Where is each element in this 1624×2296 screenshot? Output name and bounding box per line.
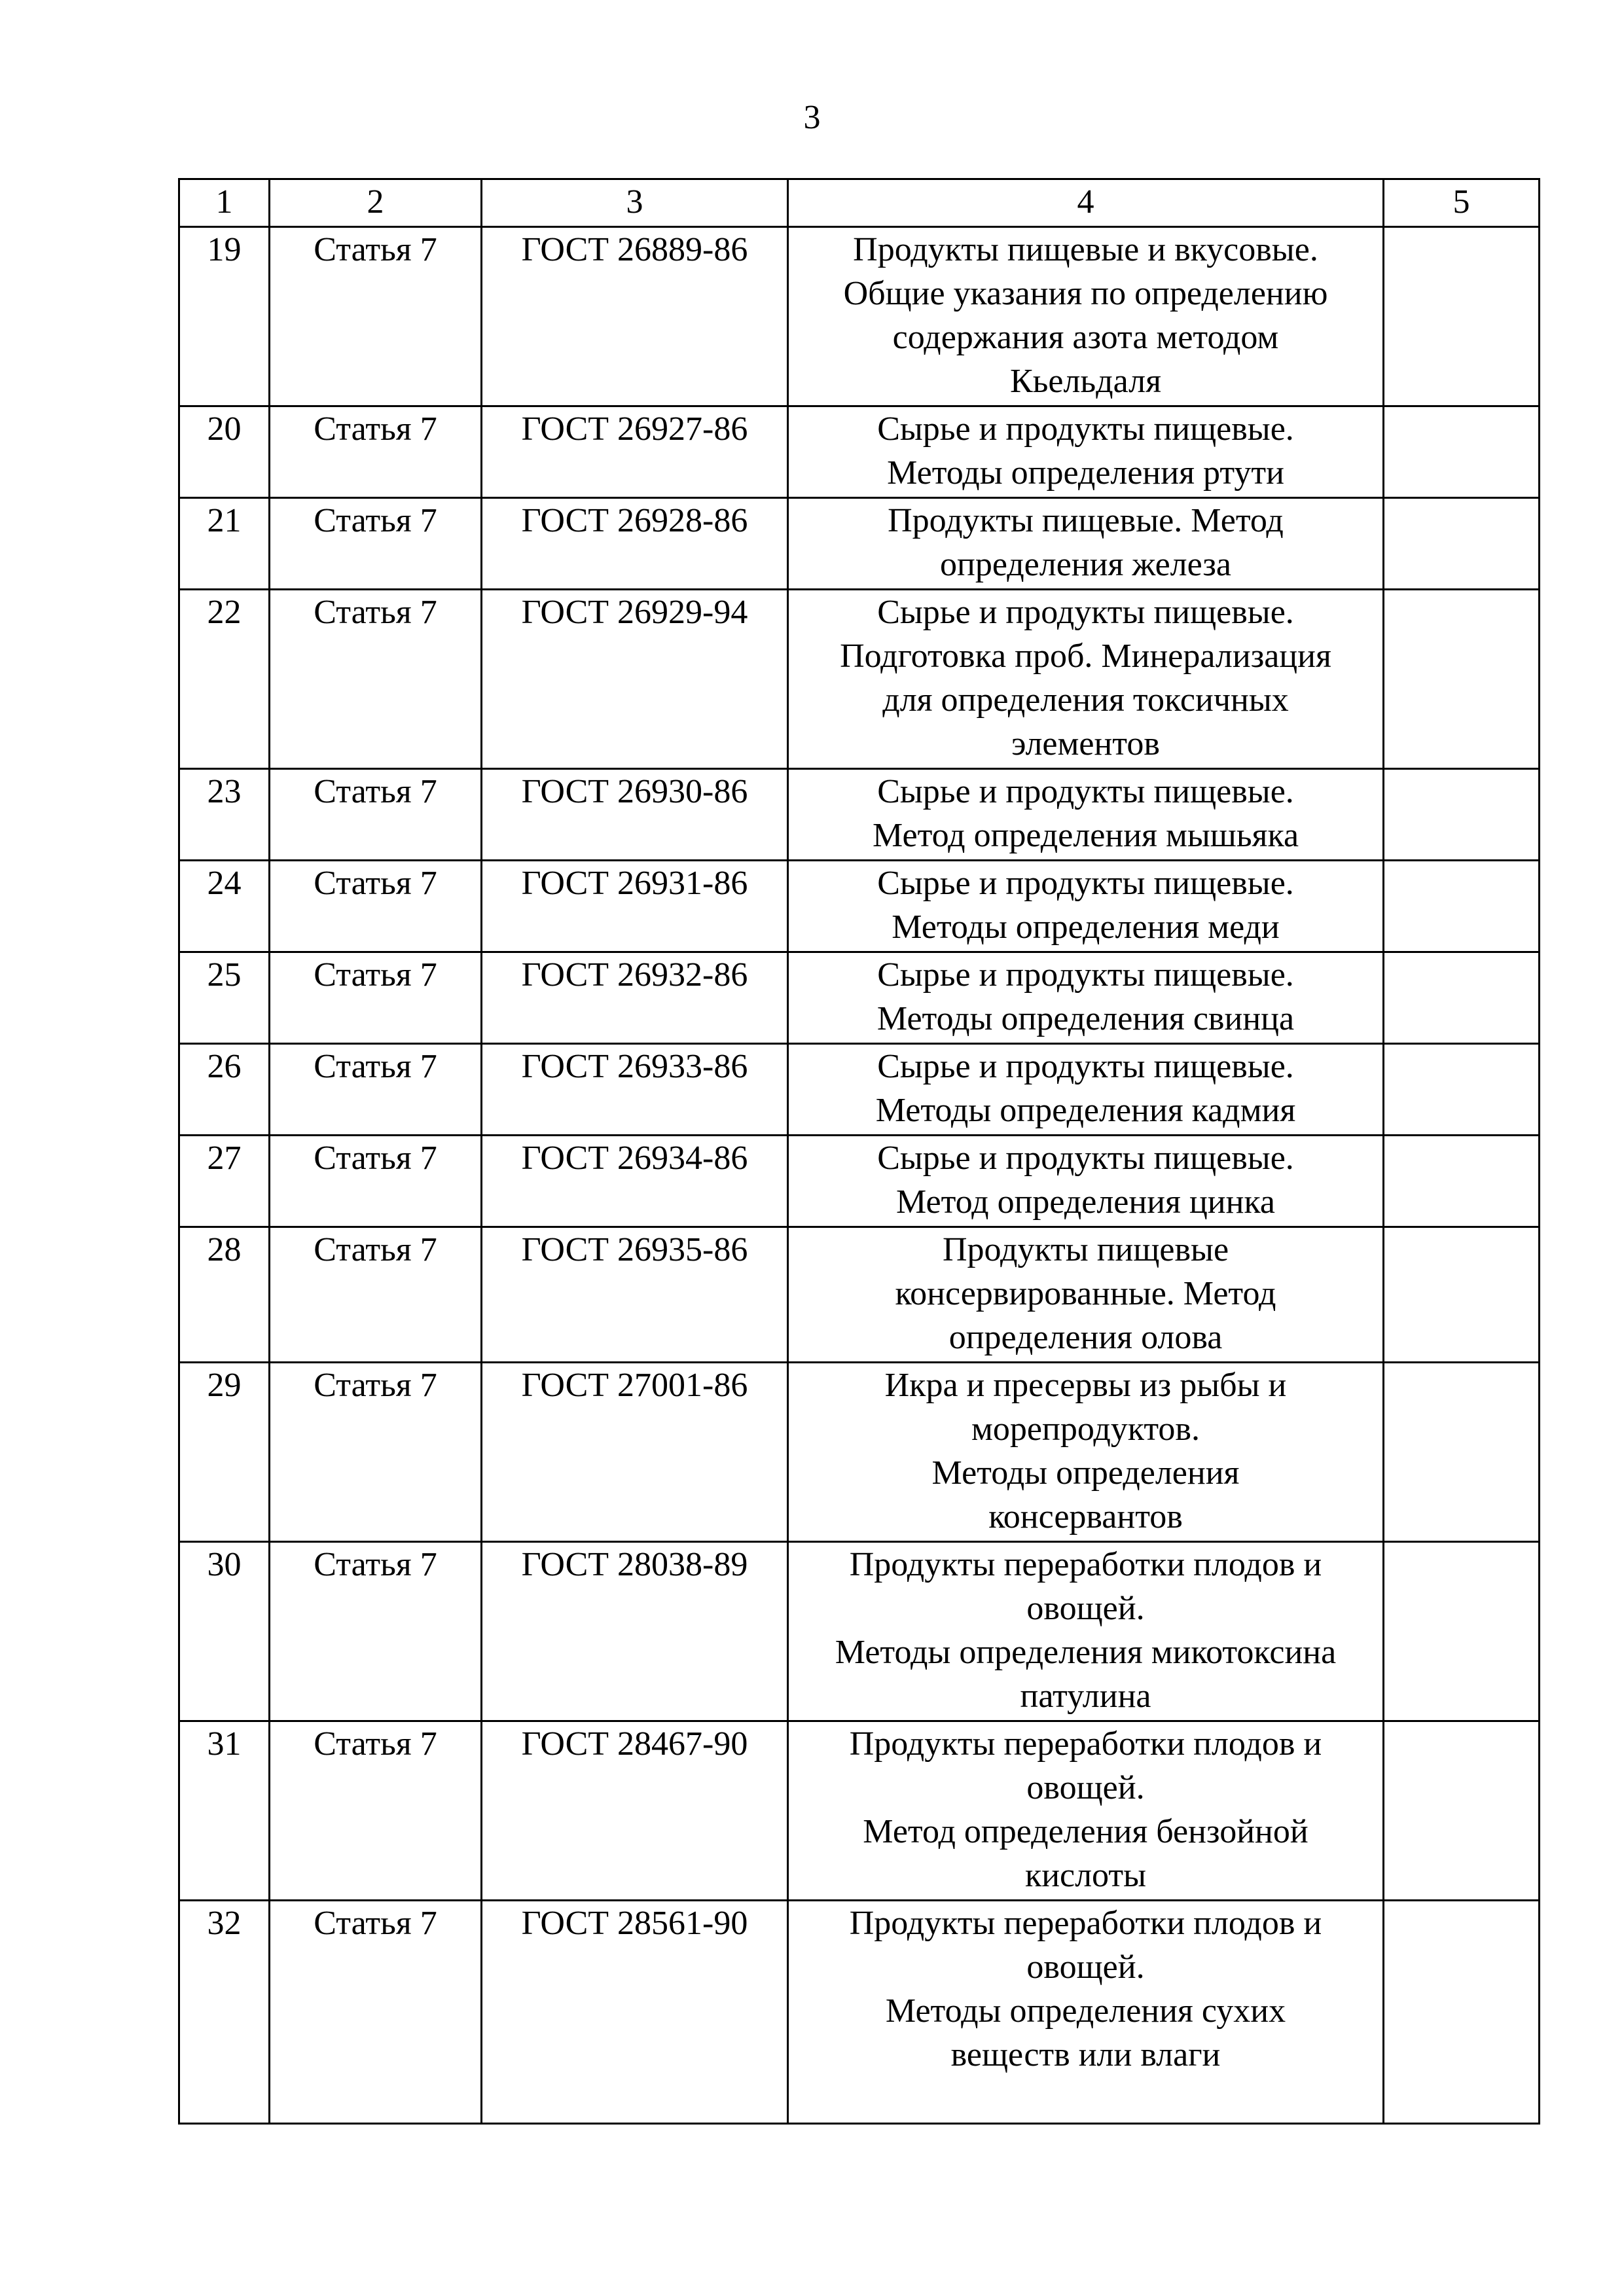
row-number: 31 [179, 1721, 270, 1901]
row-note [1384, 1901, 1540, 2124]
row-article: Статья 7 [270, 1901, 482, 2124]
row-note [1384, 1136, 1540, 1227]
row-article: Статья 7 [270, 1721, 482, 1901]
row-note [1384, 769, 1540, 861]
column-header-1: 1 [179, 179, 270, 227]
column-header-5: 5 [1384, 179, 1540, 227]
row-number: 32 [179, 1901, 270, 2124]
row-number: 27 [179, 1136, 270, 1227]
row-standard: ГОСТ 28467-90 [482, 1721, 788, 1901]
row-article: Статья 7 [270, 1542, 482, 1721]
table-body [179, 227, 1540, 2124]
row-title: Продукты переработки плодов и овощей. Методы определения микотоксина патулина [788, 1542, 1384, 1721]
table-row [179, 1721, 1540, 1901]
row-article: Статья 7 [270, 861, 482, 952]
row-standard: ГОСТ 26935-86 [482, 1227, 788, 1363]
table-row [179, 406, 1540, 498]
table-row [179, 1542, 1540, 1721]
row-note [1384, 590, 1540, 769]
table-row [179, 1363, 1540, 1542]
row-number: 28 [179, 1227, 270, 1363]
row-note [1384, 861, 1540, 952]
row-note [1384, 952, 1540, 1044]
row-number: 30 [179, 1542, 270, 1721]
table-row [179, 1044, 1540, 1136]
row-note [1384, 1044, 1540, 1136]
row-number: 21 [179, 498, 270, 590]
row-note [1384, 498, 1540, 590]
table-row [179, 1901, 1540, 2124]
row-note [1384, 227, 1540, 406]
row-title: Продукты переработки плодов и овощей. Методы определения сухих веществ или влаги [788, 1901, 1384, 2124]
row-standard: ГОСТ 26927-86 [482, 406, 788, 498]
row-title: Сырье и продукты пищевые. Методы определения меди [788, 861, 1384, 952]
table-header [179, 179, 1540, 227]
row-article: Статья 7 [270, 952, 482, 1044]
row-number: 24 [179, 861, 270, 952]
table-row [179, 498, 1540, 590]
header-row [179, 179, 1540, 227]
row-title: Сырье и продукты пищевые. Методы определения ртути [788, 406, 1384, 498]
row-standard: ГОСТ 26932-86 [482, 952, 788, 1044]
row-standard: ГОСТ 26934-86 [482, 1136, 788, 1227]
row-article: Статья 7 [270, 1044, 482, 1136]
row-article: Статья 7 [270, 1363, 482, 1542]
table-row [179, 952, 1540, 1044]
row-article: Статья 7 [270, 769, 482, 861]
row-standard: ГОСТ 26930-86 [482, 769, 788, 861]
row-title: Икра и пресервы из рыбы и морепродуктов. Методы определения консервантов [788, 1363, 1384, 1542]
row-standard: ГОСТ 26928-86 [482, 498, 788, 590]
row-article: Статья 7 [270, 406, 482, 498]
table-row [179, 769, 1540, 861]
row-note [1384, 1542, 1540, 1721]
row-number: 26 [179, 1044, 270, 1136]
row-note [1384, 406, 1540, 498]
table-row [179, 861, 1540, 952]
row-article: Статья 7 [270, 590, 482, 769]
row-standard: ГОСТ 27001-86 [482, 1363, 788, 1542]
column-header-4: 4 [788, 179, 1384, 227]
table-row [179, 1136, 1540, 1227]
row-title: Продукты пищевые и вкусовые. Общие указания по определению содержания азота методом Кьельдаля [788, 227, 1384, 406]
row-standard: ГОСТ 26929-94 [482, 590, 788, 769]
row-title: Сырье и продукты пищевые. Подготовка проб. Минерализация для определения токсичных элементов [788, 590, 1384, 769]
row-standard: ГОСТ 26889-86 [482, 227, 788, 406]
row-title: Продукты переработки плодов и овощей. Метод определения бензойной кислоты [788, 1721, 1384, 1901]
row-title: Продукты пищевые консервированные. Метод определения олова [788, 1227, 1384, 1363]
row-article: Статья 7 [270, 227, 482, 406]
table-row [179, 227, 1540, 406]
table-row [179, 1227, 1540, 1363]
table-row [179, 590, 1540, 769]
row-title: Сырье и продукты пищевые. Метод определения цинка [788, 1136, 1384, 1227]
row-standard: ГОСТ 26933-86 [482, 1044, 788, 1136]
row-article: Статья 7 [270, 498, 482, 590]
row-number: 19 [179, 227, 270, 406]
row-note [1384, 1363, 1540, 1542]
standards-table [178, 178, 1540, 2125]
row-article: Статья 7 [270, 1136, 482, 1227]
row-number: 20 [179, 406, 270, 498]
column-header-3: 3 [482, 179, 788, 227]
row-number: 23 [179, 769, 270, 861]
row-title: Сырье и продукты пищевые. Методы определения кадмия [788, 1044, 1384, 1136]
row-article: Статья 7 [270, 1227, 482, 1363]
row-title: Сырье и продукты пищевые. Метод определения мышьяка [788, 769, 1384, 861]
row-number: 25 [179, 952, 270, 1044]
row-number: 22 [179, 590, 270, 769]
row-standard: ГОСТ 26931-86 [482, 861, 788, 952]
page-number: 3 [803, 99, 821, 136]
row-note [1384, 1227, 1540, 1363]
row-standard: ГОСТ 28038-89 [482, 1542, 788, 1721]
row-note [1384, 1721, 1540, 1901]
column-header-2: 2 [270, 179, 482, 227]
row-title: Сырье и продукты пищевые. Методы определения свинца [788, 952, 1384, 1044]
row-number: 29 [179, 1363, 270, 1542]
row-standard: ГОСТ 28561-90 [482, 1901, 788, 2124]
row-title: Продукты пищевые. Метод определения железа [788, 498, 1384, 590]
